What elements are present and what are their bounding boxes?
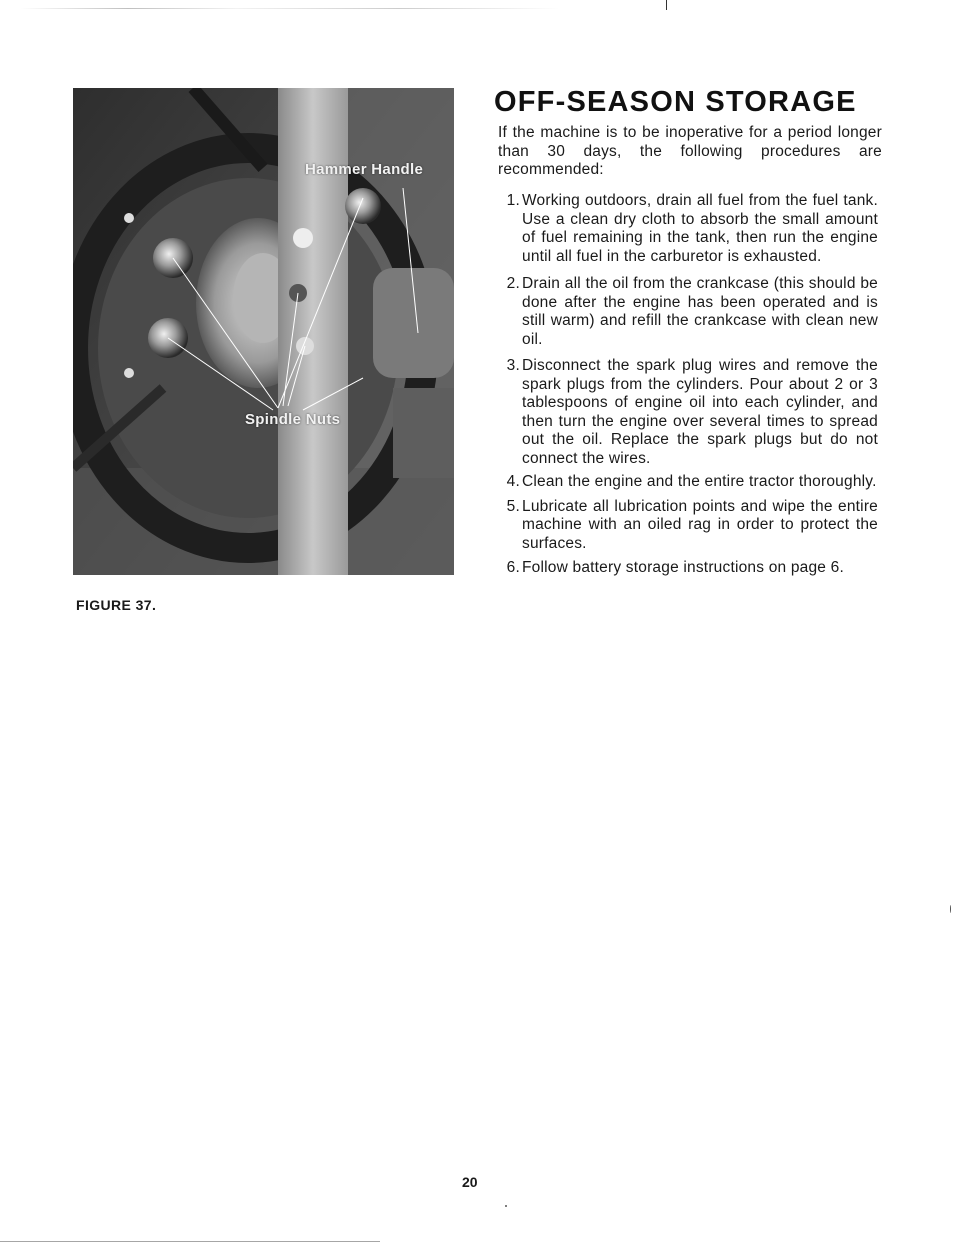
list-item [498,498,878,554]
section-title: OFF-SEASON STORAGE [494,86,857,118]
step-text: Working outdoors, drain all fuel from the fuel tank. Use a clean dry cloth to absorb the small amount of fuel remaining in the tank, then run the engine until all fuel in the carburetor is exhausted. [522,192,878,265]
list-item [498,192,878,266]
step-number: 5. [506,497,520,515]
step-number: 1. [506,192,520,209]
storage-steps-list [498,192,878,578]
scan-speck [505,1205,507,1207]
list-item [498,559,878,578]
step-text: Follow battery storage instructions on page 6. [522,559,844,576]
scan-speck [950,905,951,913]
step-number: 2. [506,275,520,292]
hammer-handle-label: Hammer Handle [305,161,424,178]
intro-paragraph: If the machine is to be inoperative for a period longer than 30 days, the following procedures are recommended: [498,124,882,178]
figure-37-photo [73,88,454,575]
scan-artifact-tick [666,0,667,10]
step-text: Drain all the oil from the crankcase (this should be done after the engine has been operated and is still warm) and refill the crankcase with clean new oil. [522,275,878,348]
list-item [498,473,878,492]
figure-caption: FIGURE 37. [76,597,157,613]
step-text: Lubricate all lubrication points and wipe the entire machine with an oiled rag in order to protect the surfaces. [522,497,878,552]
step-number: 4. [506,473,520,490]
scan-artifact-bottom [0,1241,380,1242]
list-item [498,275,878,349]
step-number: 3. [506,357,520,374]
page-number: 20 [462,1174,478,1190]
spindle-nuts-label: Spindle Nuts [245,411,341,428]
step-text: Clean the engine and the entire tractor thoroughly. [522,473,877,490]
step-text: Disconnect the spark plug wires and remove the spark plugs from the cylinders. Pour about 2 or 3 tablespoons of engine oil into each cylinder, and then turn the engine over several times to spread out the oil. Replace the spark plugs but do not connect the wires. [522,357,878,467]
scan-artifact-top [20,8,560,9]
list-item [498,357,878,468]
step-number: 6. [506,559,520,576]
